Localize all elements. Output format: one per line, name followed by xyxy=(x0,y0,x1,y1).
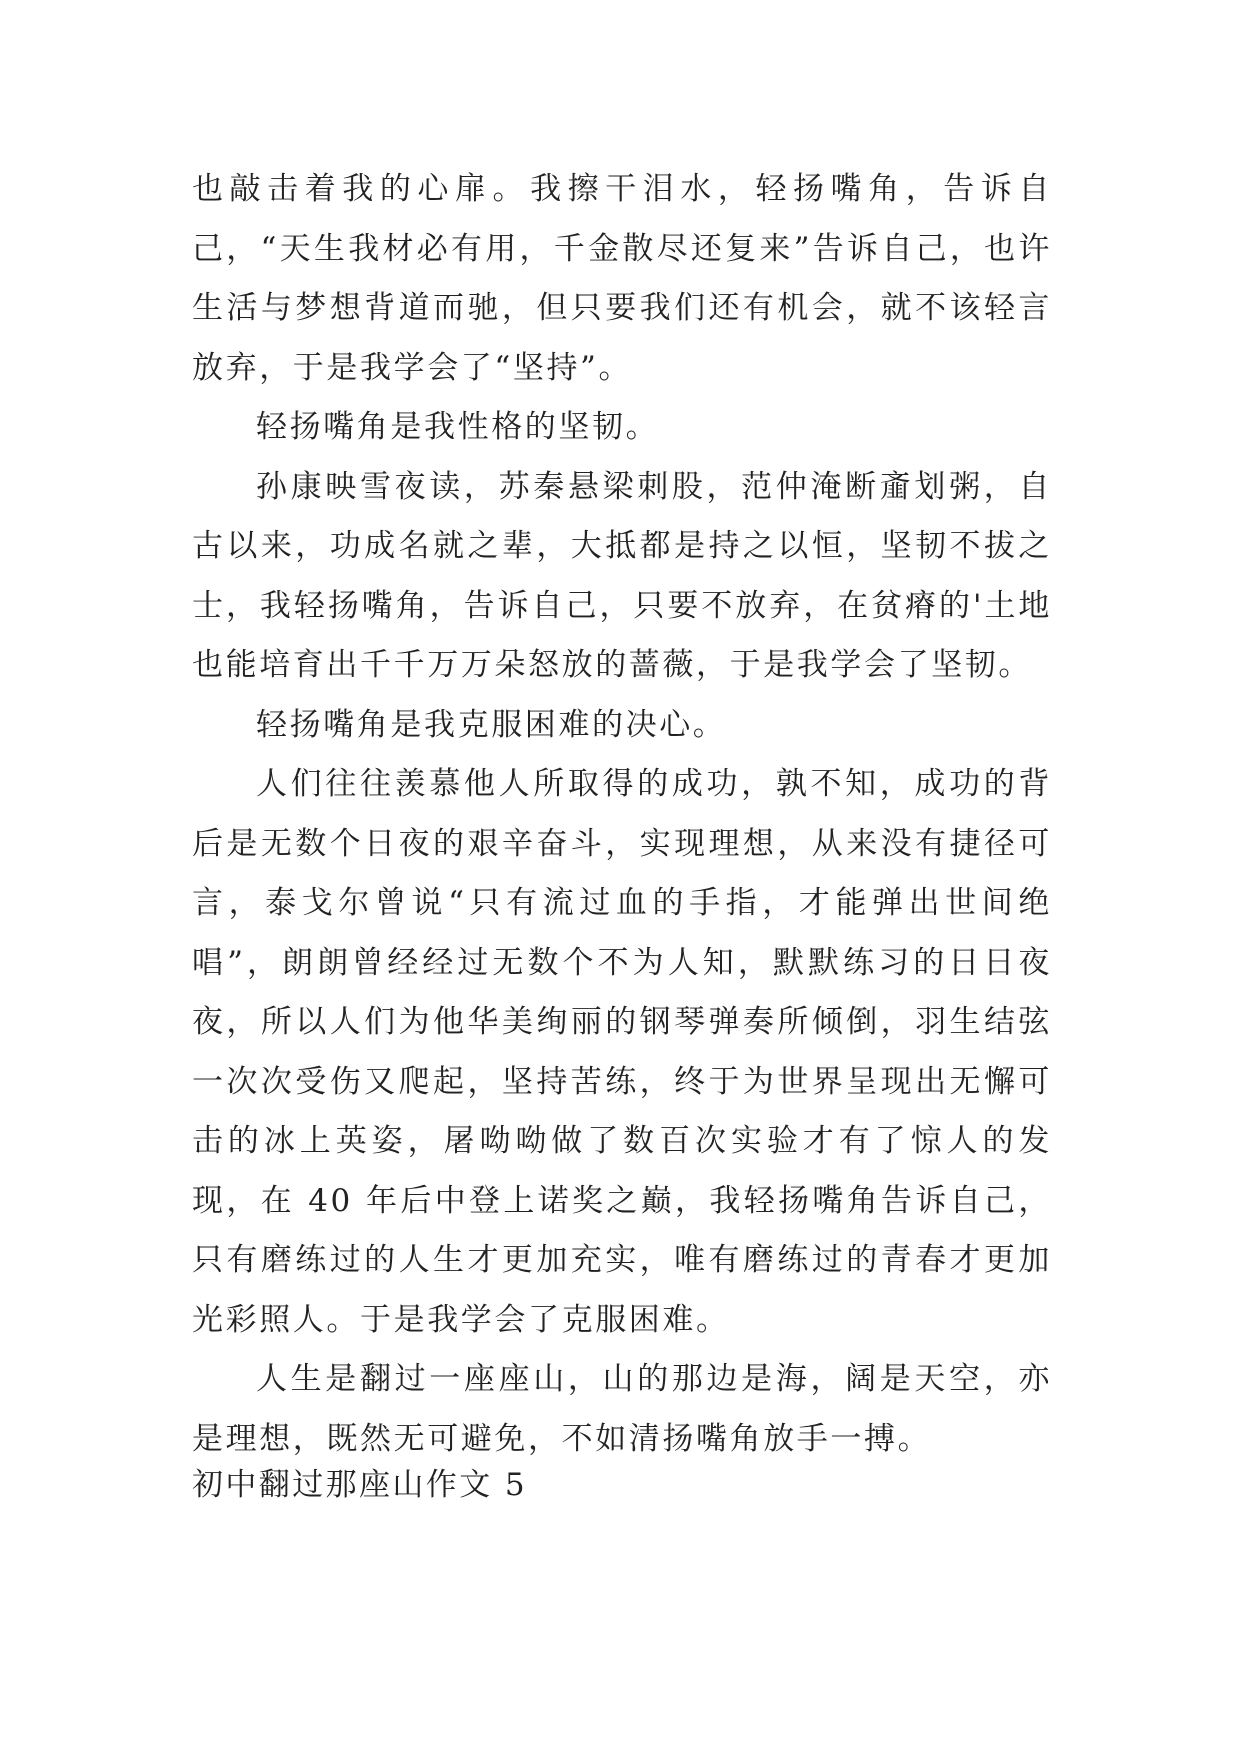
paragraph-determination-examples: 人们往往羡慕他人所取得的成功，孰不知，成功的背后是无数个日夜的艰辛奋斗，实现理想，从来没有捷径可言，泰戈尔曾说“只有流过血的手指，才能弹出世间绝唱”，朗朗曾经经过无数个不为人知，默默练习的日日夜夜，所以人们为他华美绚丽的钢琴弹奏所倾倒，羽生结弦一次次受伤又爬起，坚持苦练，终于为世界呈现出无懈可击的冰上英姿，屠呦呦做了数百次实验才有了惊人的发现，在 40 年后中登上诺奖之巅，我轻扬嘴角告诉自己，只有磨练过的人生才更加充实，唯有磨练过的青春才更加光彩照人。于是我学会了克服困难。 xyxy=(192,766,1052,1338)
paragraph-conclusion: 人生是翻过一座座山，山的那边是海，阔是天空，亦是理想，既然无可避免，不如清扬嘴角放手一搏。 xyxy=(192,1361,1052,1457)
paragraph-tenacity-examples: 孙康映雪夜读，苏秦悬梁刺股，范仲淹断齑划粥，自古以来，功成名就之辈，大抵都是持之以恒，坚韧不拔之士，我轻扬嘴角，告诉自己，只要不放弃，在贫瘠的'土地也能培育出千千万万朵怒放的蔷薇，于是我学会了坚韧。 xyxy=(192,468,1052,683)
paragraph-continuation: 也敲击着我的心扉。我擦干泪水，轻扬嘴角，告诉自己，“天生我材必有用，千金散尽还复来”告诉自己，也许生活与梦想背道而驰，但只要我们还有机会，就不该轻言放弃，于是我学会了“坚持”。 xyxy=(192,171,1052,386)
essay-body xyxy=(192,160,1052,1469)
next-essay-title: 初中翻过那座山作文 5 xyxy=(192,1467,527,1503)
paragraph-topic-determination: 轻扬嘴角是我克服困难的决心。 xyxy=(256,706,727,743)
paragraph-topic-tenacity: 轻扬嘴角是我性格的坚韧。 xyxy=(256,409,660,445)
